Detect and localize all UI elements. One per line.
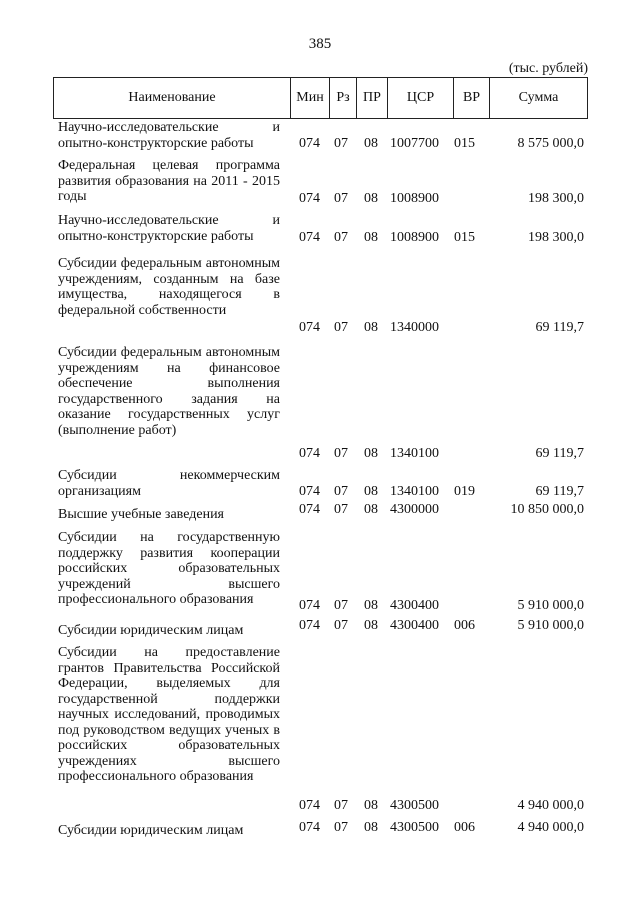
row-sum: 5 910 000,0 bbox=[517, 597, 584, 613]
row-pr: 08 bbox=[364, 190, 378, 206]
row-sum: 198 300,0 bbox=[528, 190, 584, 206]
row-min: 074 bbox=[299, 319, 320, 335]
row-sum: 4 940 000,0 bbox=[517, 819, 584, 835]
row-name: Субсидии на предоставление грантов Правительства Российской Федерации, выделяемых для государственной поддержки научных исследований, проводимых под руководством ведущих ученых в российских образовательных учреждениях высшего профессионального образования bbox=[58, 645, 280, 784]
row-csr: 1007700 bbox=[390, 135, 439, 151]
table-row bbox=[0, 468, 640, 499]
row-pr: 08 bbox=[364, 229, 378, 245]
table-row bbox=[0, 645, 640, 813]
row-csr: 1008900 bbox=[390, 190, 439, 206]
row-sum: 10 850 000,0 bbox=[510, 501, 584, 517]
table-row bbox=[0, 120, 640, 151]
row-sum: 69 119,7 bbox=[535, 445, 584, 461]
row-sum: 8 575 000,0 bbox=[517, 135, 584, 151]
header-min: Мин bbox=[291, 78, 330, 119]
row-name: Федеральная целевая программа развития образования на 2011 - 2015 годы bbox=[58, 158, 280, 204]
row-pr: 08 bbox=[364, 797, 378, 813]
row-rz: 07 bbox=[334, 501, 348, 517]
row-sum: 5 910 000,0 bbox=[517, 617, 584, 633]
row-rz: 07 bbox=[334, 617, 348, 633]
row-sum: 198 300,0 bbox=[528, 229, 584, 245]
row-csr: 4300400 bbox=[390, 617, 439, 633]
row-name: Субсидии некоммерческим организациям bbox=[58, 468, 280, 499]
row-rz: 07 bbox=[334, 819, 348, 835]
table-row bbox=[0, 501, 640, 523]
header-rz: Рз bbox=[330, 78, 357, 119]
row-pr: 08 bbox=[364, 319, 378, 335]
row-min: 074 bbox=[299, 597, 320, 613]
row-min: 074 bbox=[299, 501, 320, 517]
row-rz: 07 bbox=[334, 319, 348, 335]
row-name: Субсидии юридическим лицам bbox=[58, 823, 244, 838]
table-row bbox=[0, 345, 640, 461]
row-min: 074 bbox=[299, 483, 320, 499]
row-pr: 08 bbox=[364, 483, 378, 499]
header-sum: Сумма bbox=[490, 78, 588, 119]
row-sum: 69 119,7 bbox=[535, 483, 584, 499]
row-name: Субсидии федеральным автономным учреждениям, созданным на базе имущества, находящегося в федеральной собственности bbox=[58, 256, 280, 318]
row-vr: 015 bbox=[454, 135, 475, 151]
row-name: Субсидии юридическим лицам bbox=[58, 623, 244, 638]
row-min: 074 bbox=[299, 797, 320, 813]
row-csr: 4300000 bbox=[390, 501, 439, 517]
row-pr: 08 bbox=[364, 617, 378, 633]
header-vr: ВР bbox=[454, 78, 490, 119]
row-pr: 08 bbox=[364, 135, 378, 151]
row-rz: 07 bbox=[334, 445, 348, 461]
table-row bbox=[0, 819, 640, 838]
row-vr: 019 bbox=[454, 483, 475, 499]
row-name: Высшие учебные заведения bbox=[58, 507, 224, 522]
row-sum: 4 940 000,0 bbox=[517, 797, 584, 813]
row-pr: 08 bbox=[364, 501, 378, 517]
row-csr: 4300500 bbox=[390, 819, 439, 835]
row-pr: 08 bbox=[364, 445, 378, 461]
row-min: 074 bbox=[299, 190, 320, 206]
row-pr: 08 bbox=[364, 819, 378, 835]
row-csr: 4300500 bbox=[390, 797, 439, 813]
row-min: 074 bbox=[299, 445, 320, 461]
row-min: 074 bbox=[299, 617, 320, 633]
row-sum: 69 119,7 bbox=[535, 319, 584, 335]
page-number: 385 bbox=[308, 36, 332, 52]
row-vr: 006 bbox=[454, 617, 475, 633]
table-row bbox=[0, 617, 640, 638]
row-csr: 1340000 bbox=[390, 319, 439, 335]
row-min: 074 bbox=[299, 229, 320, 245]
row-csr: 1340100 bbox=[390, 483, 439, 499]
row-csr: 1340100 bbox=[390, 445, 439, 461]
row-name: Субсидии федеральным автономным учреждениям на финансовое обеспечение выполнения государственного задания на оказание государственных услуг (выполнение работ) bbox=[58, 345, 280, 438]
row-rz: 07 bbox=[334, 483, 348, 499]
header-pr: ПР bbox=[357, 78, 388, 119]
table-row bbox=[0, 530, 640, 613]
row-vr: 006 bbox=[454, 819, 475, 835]
header-name: Наименование bbox=[54, 78, 291, 119]
header-csr: ЦСР bbox=[388, 78, 454, 119]
table-header bbox=[53, 77, 588, 119]
row-csr: 1008900 bbox=[390, 229, 439, 245]
row-name: Научно-исследовательские и опытно-конструкторские работы bbox=[58, 120, 280, 151]
table-row bbox=[0, 213, 640, 245]
row-rz: 07 bbox=[334, 797, 348, 813]
table-row bbox=[0, 256, 640, 335]
row-min: 074 bbox=[299, 819, 320, 835]
units-label: (тыс. рублей) bbox=[508, 61, 588, 76]
row-rz: 07 bbox=[334, 135, 348, 151]
row-pr: 08 bbox=[364, 597, 378, 613]
table-row bbox=[0, 158, 640, 206]
row-rz: 07 bbox=[334, 229, 348, 245]
row-name: Субсидии на государственную поддержку развития кооперации российских образовательных учреждений высшего профессионального образования bbox=[58, 530, 280, 607]
row-csr: 4300400 bbox=[390, 597, 439, 613]
row-vr: 015 bbox=[454, 229, 475, 245]
row-rz: 07 bbox=[334, 597, 348, 613]
row-rz: 07 bbox=[334, 190, 348, 206]
row-name: Научно-исследовательские и опытно-конструкторские работы bbox=[58, 213, 280, 244]
row-min: 074 bbox=[299, 135, 320, 151]
